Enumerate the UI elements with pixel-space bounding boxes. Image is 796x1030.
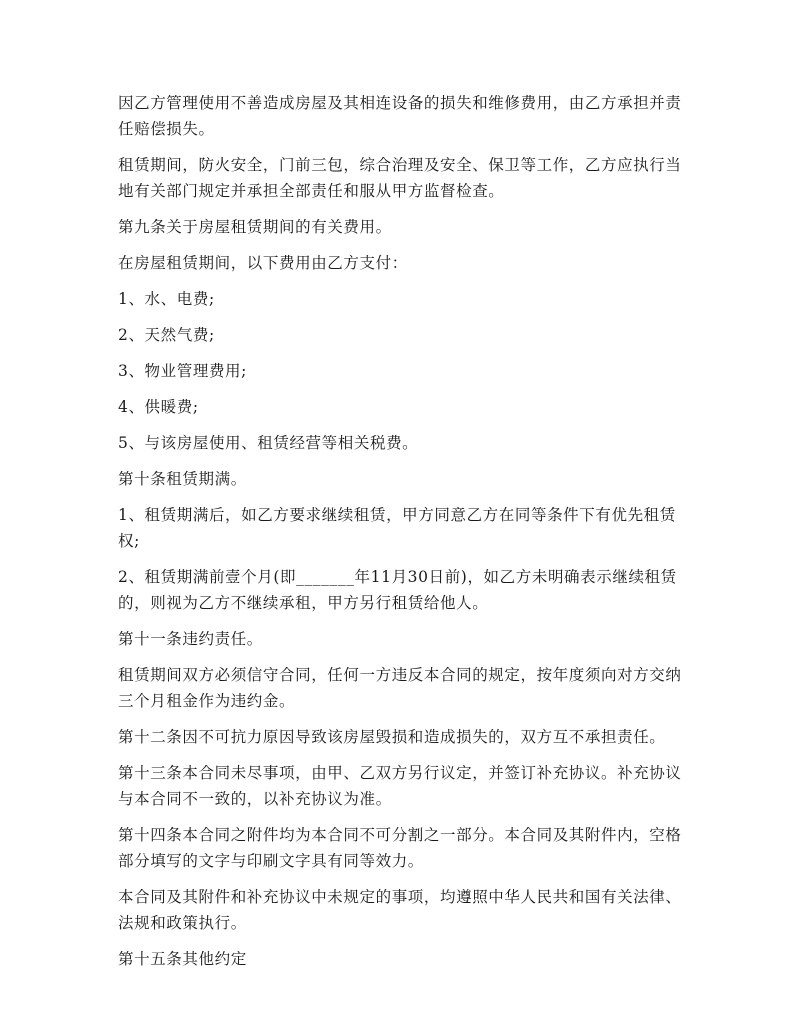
section-heading: 第九条关于房屋租赁期间的有关费用。: [118, 218, 392, 236]
paragraph: 本合同及其附件和补充协议中未规定的事项，均遵照中华人民共和国有关法律、法规和政策执行。: [118, 888, 682, 932]
section-heading: 第十一条违约责任。: [118, 630, 263, 648]
section-paragraph: 第十二条因不可抗力原因导致该房屋毁损和造成损失的，双方互不承担责任。: [118, 728, 666, 746]
document-body: [118, 90, 683, 982]
list-item: 5、与该房屋使用、租赁经营等相关税费。: [118, 434, 419, 452]
paragraph: 租赁期间双方必须信守合同，任何一方违反本合同的规定，按年度须向对方交纳三个月租金作为违约金。: [118, 666, 682, 710]
paragraph: 租赁期间，防火安全，门前三包，综合治理及安全、保卫等工作，乙方应执行当地有关部门规定并承担全部责任和服从甲方监督检查。: [118, 156, 682, 200]
list-item: 2、租赁期满前壹个月(即_______年11月30日前)，如乙方未明确表示继续租赁的，则视为乙方不继续承租，甲方另行租赁给他人。: [118, 568, 677, 612]
list-item: 2、天然气费;: [118, 326, 215, 344]
section-paragraph: 第十四条本合同之附件均为本合同不可分割之一部分。本合同及其附件内，空格部分填写的文字与印刷文字具有同等效力。: [118, 826, 682, 870]
paragraph: 在房屋租赁期间，以下费用由乙方支付：: [118, 254, 408, 272]
list-item: 4、供暖费;: [118, 398, 199, 416]
section-heading: 第十五条其他约定: [118, 950, 247, 968]
paragraph: 因乙方管理使用不善造成房屋及其相连设备的损失和维修费用，由乙方承担并责任赔偿损失。: [118, 94, 682, 138]
list-item: 3、物业管理费用;: [118, 362, 247, 380]
section-paragraph: 第十三条本合同未尽事项，由甲、乙双方另行议定，并签订补充协议。补充协议与本合同不一致的，以补充协议为准。: [118, 764, 682, 808]
list-item: 1、租赁期满后，如乙方要求继续租赁，甲方同意乙方在同等条件下有优先租赁权;: [118, 506, 676, 550]
list-item: 1、水、电费;: [118, 290, 215, 308]
section-heading: 第十条租赁期满。: [118, 470, 247, 488]
